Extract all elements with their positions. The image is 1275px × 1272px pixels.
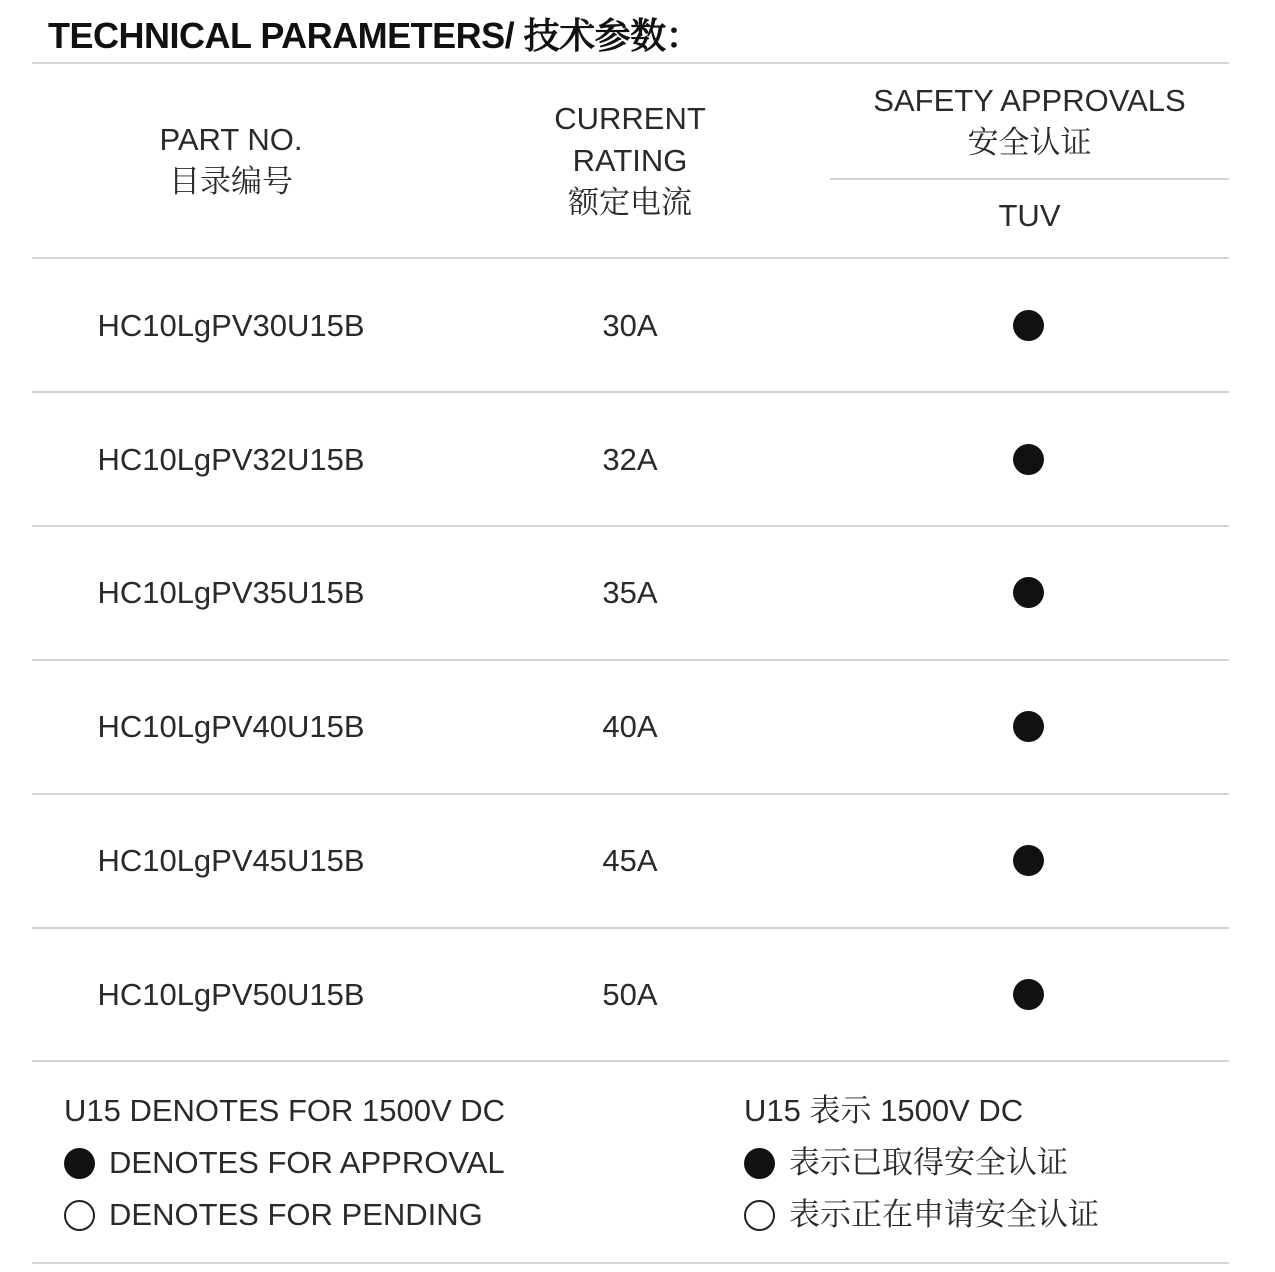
- legend-en-pending: [64, 1195, 483, 1235]
- table-bottom-divider: [32, 1060, 1229, 1062]
- legend-cn-pending-text: 表示正在申请安全认证: [789, 1197, 1099, 1232]
- row-3-part: HC10LgPV35U15B: [97, 575, 365, 610]
- header-current-rating: [430, 98, 830, 224]
- row-1-current: 30A: [602, 308, 658, 343]
- row-4-current: 40A: [602, 709, 658, 744]
- row-divider: [32, 793, 1229, 795]
- filled-circle-icon: [744, 1148, 775, 1179]
- legend-cn-u15: [744, 1091, 1023, 1131]
- row-3-current: 35A: [602, 575, 658, 610]
- header-safety-approvals: [830, 80, 1229, 164]
- row-divider: [32, 659, 1229, 661]
- table-top-divider: [32, 62, 1229, 64]
- row-5-part: HC10LgPV45U15B: [97, 843, 365, 878]
- header-part-no-en: PART NO.: [159, 122, 303, 157]
- filled-circle-icon: [1013, 577, 1044, 608]
- page-title: TECHNICAL PARAMETERS/ 技术参数：: [48, 15, 702, 56]
- row-2-current: 32A: [602, 442, 658, 477]
- header-safety-en: SAFETY APPROVALS: [873, 83, 1186, 118]
- filled-circle-icon: [1013, 845, 1044, 876]
- header-current-cn: 额定电流: [568, 185, 692, 220]
- filled-circle-icon: [64, 1148, 95, 1179]
- row-divider: [32, 927, 1229, 929]
- row-divider: [32, 391, 1229, 393]
- row-4-part: HC10LgPV40U15B: [97, 709, 365, 744]
- empty-circle-icon: [744, 1200, 775, 1231]
- row-6-current: 50A: [602, 977, 658, 1012]
- legend-cn-approval: [744, 1143, 1068, 1183]
- header-part-no: [32, 119, 430, 203]
- header-tuv: TUV: [998, 198, 1061, 233]
- row-5-current: 45A: [602, 843, 658, 878]
- page-bottom-divider: [32, 1262, 1229, 1264]
- header-current-en-2: RATING: [572, 143, 688, 178]
- header-safety-cn: 安全认证: [967, 125, 1092, 160]
- filled-circle-icon: [1013, 711, 1044, 742]
- filled-circle-icon: [1013, 979, 1044, 1010]
- empty-circle-icon: [64, 1200, 95, 1231]
- header-current-en-1: CURRENT: [554, 101, 706, 136]
- legend-en-approval: [64, 1143, 505, 1183]
- filled-circle-icon: [1013, 444, 1044, 475]
- legend-en-u15-text: U15 DENOTES FOR 1500V DC: [64, 1093, 506, 1128]
- row-2-part: HC10LgPV32U15B: [97, 442, 365, 477]
- legend-en-approval-text: DENOTES FOR APPROVAL: [109, 1145, 505, 1180]
- legend-en-u15: [64, 1091, 505, 1131]
- header-part-no-cn: 目录编号: [169, 164, 293, 199]
- header-bottom-divider: [32, 257, 1229, 259]
- row-divider: [32, 525, 1229, 527]
- row-6-part: HC10LgPV50U15B: [97, 977, 365, 1012]
- legend-cn-u15-text: U15 表示 1500V DC: [744, 1093, 1024, 1128]
- legend-en-pending-text: DENOTES FOR PENDING: [109, 1197, 483, 1232]
- safety-header-divider: [830, 178, 1229, 180]
- legend-cn-approval-text: 表示已取得安全认证: [789, 1145, 1068, 1180]
- legend-cn-pending: [744, 1195, 1099, 1235]
- row-1-part: HC10LgPV30U15B: [97, 308, 365, 343]
- filled-circle-icon: [1013, 310, 1044, 341]
